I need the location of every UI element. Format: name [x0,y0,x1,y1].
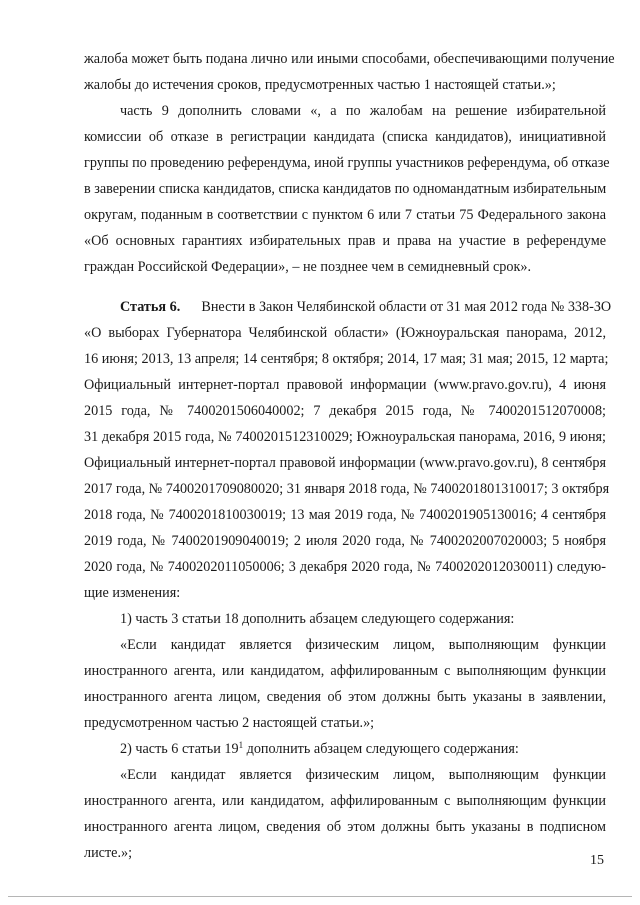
article6-first-line [120,298,612,316]
article6-line-4: Официальный интернет-портал правовой информации (www.pravo.gov.ru), 4 июня [84,377,606,393]
item2-line-3: иностранного агента лицом, сведения об этом должны быть указаны в подписном [84,819,606,835]
article6-line-7: Официальный интернет-портал правовой информации (www.pravo.gov.ru), 8 сентября [84,455,606,471]
article-heading: Статья 6. [120,299,181,315]
article6-line-6: 31 декабря 2015 года, № 7400201512310029; Южноуральская панорама, 2016, 9 июня; [84,429,606,445]
item1-line-1: «Если кандидат является физическим лицом, выполняющим функции [120,637,606,653]
article6-line-12: щие изменения: [84,585,181,601]
item2-line-2: иностранного агента, или кандидатом, аффилированным с выполняющим функции [84,793,606,809]
item1-line-2: иностранного агента, или кандидатом, аффилированным с выполняющим функции [84,663,606,679]
item1-line-4: предусмотренном частью 2 настоящей статьи.»; [84,715,375,731]
item1-line-3: иностранного агента лицом, сведения об этом должны быть указаны в заявлении, [84,689,606,705]
page-number: 15 [590,853,604,868]
bottom-edge-rule [8,896,632,897]
article6-line-11: 2020 года, № 7400202011050006; 3 декабря 2020 года, № 7400202012030011) следую- [84,559,606,575]
continuation-line-1: жалоба может быть подана лично или иными способами, обеспечивающими получение [84,51,615,67]
article6-line-9: 2018 года, № 7400201810030019; 13 мая 2019 года, № 7400201905130016; 4 сентября [84,507,606,523]
item2-title-post: дополнить абзацем следующего содержания: [243,741,519,757]
item2-line-4: листе.»; [84,845,133,861]
part9-line-2: комиссии об отказе в регистрации кандидата (списка кандидатов), инициативной [84,129,606,145]
article6-line-10: 2019 года, № 7400201909040019; 2 июля 2020 года, № 7400202007020003; 5 ноября [84,533,606,549]
item2-title-superscript: 1 [238,740,244,750]
item2-title-pre: 2) часть 6 статьи 19 [120,741,239,757]
article6-line-2: «О выборах Губернатора Челябинской области» (Южноуральская панорама, 2012, [84,325,606,341]
part9-line-7: граждан Российской Федерации», – не позднее чем в семидневный срок». [84,259,532,275]
item1-title: 1) часть 3 статьи 18 дополнить абзацем следующего содержания: [120,611,515,627]
item2-title [120,740,606,758]
article6-line-5: 2015 года, № 7400201506040002; 7 декабря 2015 года, № 7400201512070008; [84,403,606,419]
part9-line-3: группы по проведению референдума, иной группы участников референдума, об отказе [84,155,610,171]
part9-line-4: в заверении списка кандидатов, списка кандидатов по одномандатным избирательным [84,181,607,197]
part9-line-6: «Об основных гарантиях избирательных прав и права на участие в референдуме [84,233,606,249]
part9-line-1: часть 9 дополнить словами «, а по жалобам на решение избирательной [120,103,606,119]
part9-line-5: округам, поданным в соответствии с пунктом 6 или 7 статьи 75 Федерального закона [84,207,606,223]
article6-line-8: 2017 года, № 7400201709080020; 31 января 2018 года, № 7400201801310017; 3 октября [84,481,610,497]
article6-line-3: 16 июня; 2013, 13 апреля; 14 сентября; 8 октября; 2014, 17 мая; 31 мая; 2015, 12 марта; [84,351,609,367]
article6-intro: Внести в Закон Челябинской области от 31 мая 2012 года № 338-ЗО [201,299,612,315]
continuation-line-2: жалобы до истечения сроков, предусмотренных частью 1 настоящей статьи.»; [84,77,556,93]
item2-line-1: «Если кандидат является физическим лицом, выполняющим функции [120,767,606,783]
